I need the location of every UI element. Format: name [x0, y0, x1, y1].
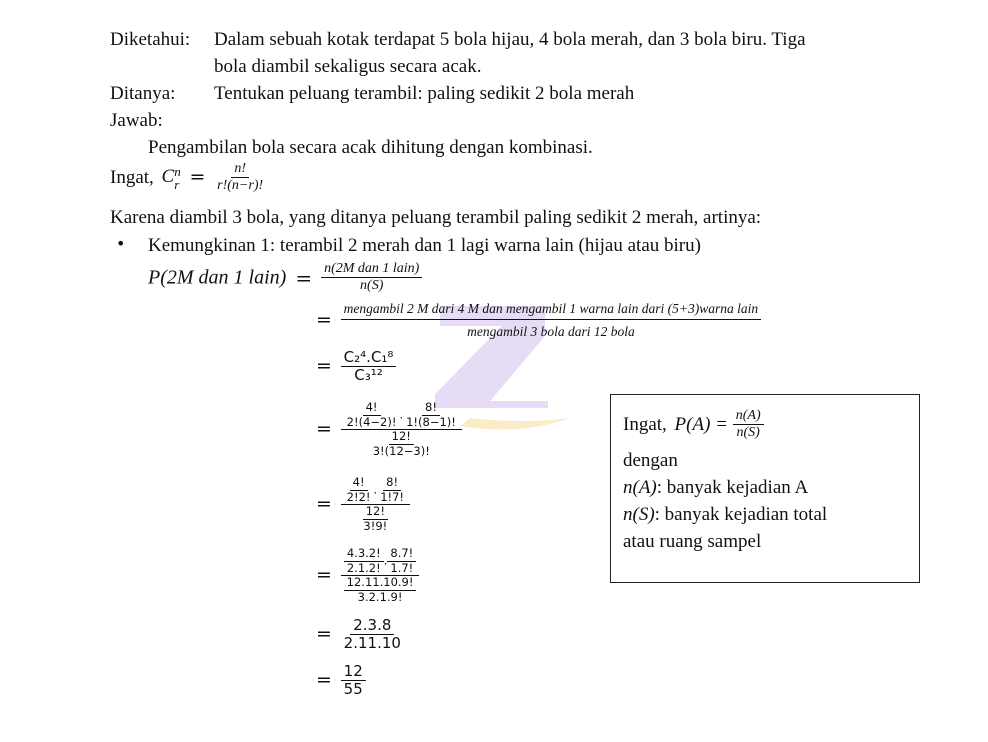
note-ruang: atau ruang sampel — [623, 531, 762, 552]
step-4-frac-a — [344, 402, 400, 428]
step-8-numerator: 12 — [341, 664, 366, 681]
step-6-c-den: 3.2.1.9! — [357, 589, 403, 604]
note-dengan: dengan — [623, 450, 678, 471]
step-1-numerator: n(2M dan 1 lain) — [321, 262, 422, 278]
step-2-numerator: mengambil 2 M dari 4 M dan mengambil 1 warna lain dari (5+3)warna lain — [341, 302, 761, 320]
step-1-lhs: P(2M dan 1 lain) — [148, 266, 287, 289]
comb-symbol — [161, 163, 181, 192]
step-8 — [316, 664, 366, 697]
note-formula-fraction — [733, 409, 764, 440]
ingat-prefix: Ingat, — [110, 167, 154, 188]
note-formula-num: n(A) — [733, 409, 764, 425]
step-6-frac-b — [387, 548, 416, 574]
step-7 — [316, 618, 404, 651]
step-3-numerator: C₂⁴.C₁⁸ — [341, 350, 397, 367]
step-5-b-den: 1!7! — [380, 489, 405, 504]
comb-numerator: n! — [231, 162, 249, 178]
step-5-frac-a — [344, 477, 374, 503]
note-ingat: Ingat, — [623, 414, 667, 435]
step-4-frac-b — [403, 402, 459, 428]
step-5 — [316, 477, 410, 532]
ditanya-label: Ditanya: — [110, 83, 176, 104]
step-5-c-num: 12! — [363, 506, 388, 520]
step-6-a-num: 4.3.2! — [344, 548, 384, 562]
step-6-frac-c — [344, 577, 417, 603]
step-6-c-num: 12.11.10.9! — [344, 577, 417, 591]
step-6-dot: . — [383, 553, 388, 568]
step-3-fraction — [341, 350, 397, 383]
step-4-b-num: 8! — [422, 402, 440, 416]
step-5-denominator — [357, 505, 393, 532]
kemungkinan-text: Kemungkinan 1: terambil 2 merah dan 1 lagi warna lain (hijau atau biru) — [148, 235, 701, 256]
step-5-numerator — [341, 477, 410, 505]
step-6-fraction — [341, 548, 420, 603]
step-4-c-den: 3!(12−3)! — [372, 443, 430, 458]
note-ns-label: n(S) — [623, 504, 655, 525]
step-2-fraction — [341, 302, 761, 338]
step-2 — [316, 302, 761, 338]
note-formula-line — [623, 409, 764, 440]
step-6-denominator — [341, 576, 420, 603]
step-5-b-num: 8! — [383, 477, 401, 491]
step-4-numerator — [341, 402, 462, 430]
step-4-a-den: 2!(4−2)! — [346, 414, 397, 429]
step-4-eq: = — [316, 418, 332, 440]
step-1-fraction — [321, 262, 422, 293]
note-ns-line — [623, 505, 827, 524]
comb-fraction — [214, 162, 266, 193]
step-4-dot: . — [399, 407, 404, 422]
step-8-denominator: 55 — [343, 680, 363, 698]
comb-c: C — [161, 165, 175, 187]
intro-text: Pengambilan bola secara acak dihitung dengan kombinasi. — [148, 137, 593, 158]
ditanya-text: Tentukan peluang terambil: paling sedikit 2 bola merah — [214, 83, 635, 104]
step-1-eq: = — [295, 265, 313, 290]
step-4-a-num: 4! — [363, 402, 381, 416]
step-7-eq: = — [316, 623, 332, 645]
step-4-fraction — [341, 402, 462, 457]
step-1 — [148, 262, 422, 293]
bullet: • — [116, 234, 126, 253]
step-6-b-num: 8.7! — [387, 548, 416, 562]
note-ns-text: : banyak kejadian total — [654, 504, 828, 525]
step-3-eq: = — [316, 355, 332, 377]
step-5-eq: = — [316, 493, 332, 515]
step-5-c-den: 3!9! — [363, 518, 388, 533]
diketahui-line-1: Dalam sebuah kotak terdapat 5 bola hijau, 4 bola merah, dan 3 bola biru. Tiga — [214, 29, 806, 50]
comb-formula-line — [110, 162, 266, 193]
step-5-frac-b — [377, 477, 407, 503]
note-formula-lhs: P(A) = — [674, 414, 728, 435]
step-3 — [316, 350, 396, 383]
diketahui-label: Diketahui: — [110, 29, 191, 50]
watermark-logo-swoosh — [460, 418, 570, 430]
step-8-fraction — [341, 664, 366, 697]
step-6-frac-a — [344, 548, 384, 574]
step-4-frac-c — [370, 431, 433, 457]
jawab-label: Jawab: — [110, 110, 163, 131]
step-4-denominator — [367, 430, 436, 457]
step-5-dot: . — [373, 482, 378, 497]
comb-sub: r — [174, 176, 180, 192]
step-6-a-den: 2.1.2! — [346, 560, 381, 575]
step-2-eq: = — [316, 308, 332, 331]
diketahui-line-2: bola diambil sekaligus secara acak. — [214, 56, 482, 77]
step-7-denominator: 2.11.10 — [343, 634, 401, 652]
step-5-a-den: 2!2! — [346, 489, 371, 504]
step-6-eq: = — [316, 564, 332, 586]
comb-denominator: r!(n−r)! — [217, 178, 264, 193]
comb-eq: = — [189, 166, 206, 188]
step-8-eq: = — [316, 669, 332, 691]
note-na-text: : banyak kejadian A — [656, 477, 809, 498]
step-6-numerator — [341, 548, 419, 576]
step-4-c-num: 12! — [389, 431, 414, 445]
step-4-b-den: 1!(8−1)! — [406, 414, 456, 429]
step-4 — [316, 402, 462, 457]
step-3-denominator: C₃¹² — [354, 366, 383, 384]
step-5-fraction — [341, 477, 410, 532]
step-7-fraction — [341, 618, 404, 651]
note-formula-den: n(S) — [736, 425, 760, 440]
step-7-numerator: 2.3.8 — [350, 618, 394, 635]
step-6-b-den: 1.7! — [390, 560, 414, 575]
comb-sup: n — [174, 163, 181, 179]
step-5-frac-c — [360, 506, 390, 532]
step-2-denominator: mengambil 3 bola dari 12 bola — [467, 323, 635, 339]
note-na-line — [623, 478, 808, 497]
step-5-a-num: 4! — [350, 477, 368, 491]
note-na-label: n(A) — [623, 477, 657, 498]
step-6 — [316, 548, 419, 603]
step-1-denominator: n(S) — [360, 278, 384, 293]
karena-text: Karena diambil 3 bola, yang ditanya peluang terambil paling sedikit 2 merah, artinya: — [110, 207, 762, 228]
note-box — [610, 394, 920, 583]
